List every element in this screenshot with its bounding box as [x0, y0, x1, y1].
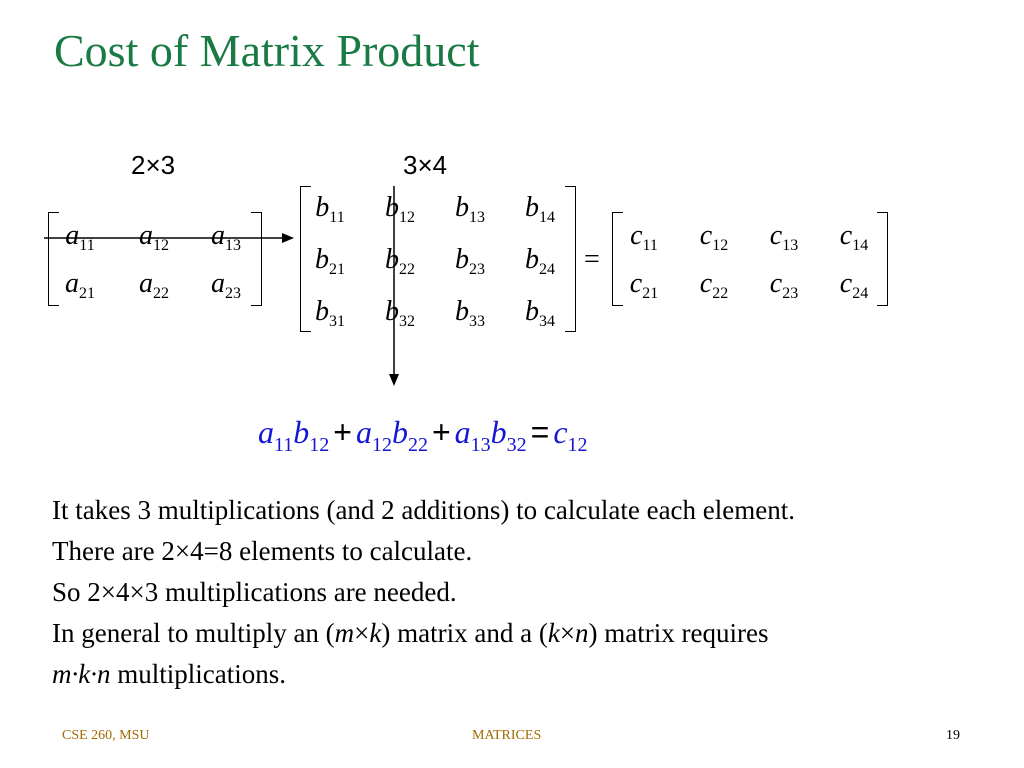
- matrix-b-cell: $b_{22}$: [385, 244, 415, 278]
- footer-course: CSE 260, MSU: [62, 728, 150, 743]
- matrix-b-cell: $b_{31}$: [315, 296, 345, 330]
- equals-sign: =: [530, 414, 550, 450]
- matrix-a-cell: $a_{13}$: [211, 220, 241, 254]
- matrix-b-cell: $b_{32}$: [385, 296, 415, 330]
- matrix-b-cell: $b_{23}$: [455, 244, 485, 278]
- matrix-c-cell: $c_{24}$: [839, 268, 869, 302]
- matrix-c-cell: $c_{21}$: [629, 268, 659, 302]
- formula-term: $a_{11}b_{12}$: [258, 414, 330, 456]
- dimension-label-b: 3×4: [403, 150, 448, 180]
- explanation-line: It takes 3 multiplications (and 2 additions) to calculate each element.: [52, 495, 796, 525]
- formula-term: $a_{13}b_{32}$: [454, 414, 527, 456]
- matrix-c-cell: $c_{13}$: [769, 220, 799, 254]
- matrix-b-left-bracket: [300, 186, 311, 332]
- slide-title: Cost of Matrix Product: [54, 25, 480, 76]
- explanation-line: So 2×4×3 multiplications are needed.: [52, 577, 457, 607]
- matrix-c-right-bracket: [877, 212, 888, 306]
- matrix-b-cell: $b_{24}$: [525, 244, 555, 278]
- matrix-a-cell: $a_{23}$: [211, 268, 241, 302]
- matrix-a-cell: $a_{22}$: [139, 268, 169, 302]
- matrix-c-cell: $c_{23}$: [769, 268, 799, 302]
- element-formula: [258, 414, 588, 457]
- matrix-c-cell: $c_{12}$: [699, 220, 729, 254]
- equals-sign: =: [584, 244, 600, 275]
- matrix-b: [300, 186, 576, 332]
- plus-sign: +: [333, 414, 352, 450]
- explanation-line: There are 2×4=8 elements to calculate.: [52, 536, 473, 566]
- matrix-b-cell: $b_{11}$: [315, 192, 345, 226]
- matrix-c: [612, 212, 888, 306]
- explanation-line: m·k·n multiplications.: [52, 659, 286, 689]
- matrix-b-cell: $b_{13}$: [455, 192, 485, 226]
- plus-sign: +: [431, 414, 451, 450]
- matrix-c-cell: $c_{22}$: [699, 268, 729, 302]
- matrix-c-cell: $c_{11}$: [630, 220, 658, 254]
- matrix-b-cell: $b_{12}$: [385, 192, 415, 226]
- matrix-b-cell: $b_{14}$: [525, 192, 555, 226]
- matrix-a-cell: $a_{11}$: [65, 220, 95, 254]
- column-arrow: [382, 186, 406, 386]
- matrix-a-cell: $a_{21}$: [65, 268, 95, 302]
- row-arrow: [44, 226, 294, 250]
- formula-result: $c_{12}$: [553, 414, 588, 456]
- dimension-label-a: 2×3: [131, 150, 176, 180]
- page-number: 19: [946, 728, 960, 743]
- formula-term: $a_{12}b_{22}$: [355, 414, 428, 456]
- matrix-a-cell: $a_{12}$: [139, 220, 169, 254]
- explanation-line: In general to multiply an (m×k) matrix and a (k×n) matrix requires: [52, 618, 769, 648]
- explanation-text: [52, 490, 795, 695]
- matrix-b-cell: $b_{21}$: [315, 244, 345, 278]
- footer-topic: MATRICES: [472, 728, 542, 743]
- matrix-c-left-bracket: [612, 212, 623, 306]
- matrix-b-cell: $b_{34}$: [525, 296, 555, 330]
- matrix-b-cell: $b_{33}$: [455, 296, 485, 330]
- matrix-b-right-bracket: [565, 186, 576, 332]
- matrix-c-cell: $c_{14}$: [839, 220, 869, 254]
